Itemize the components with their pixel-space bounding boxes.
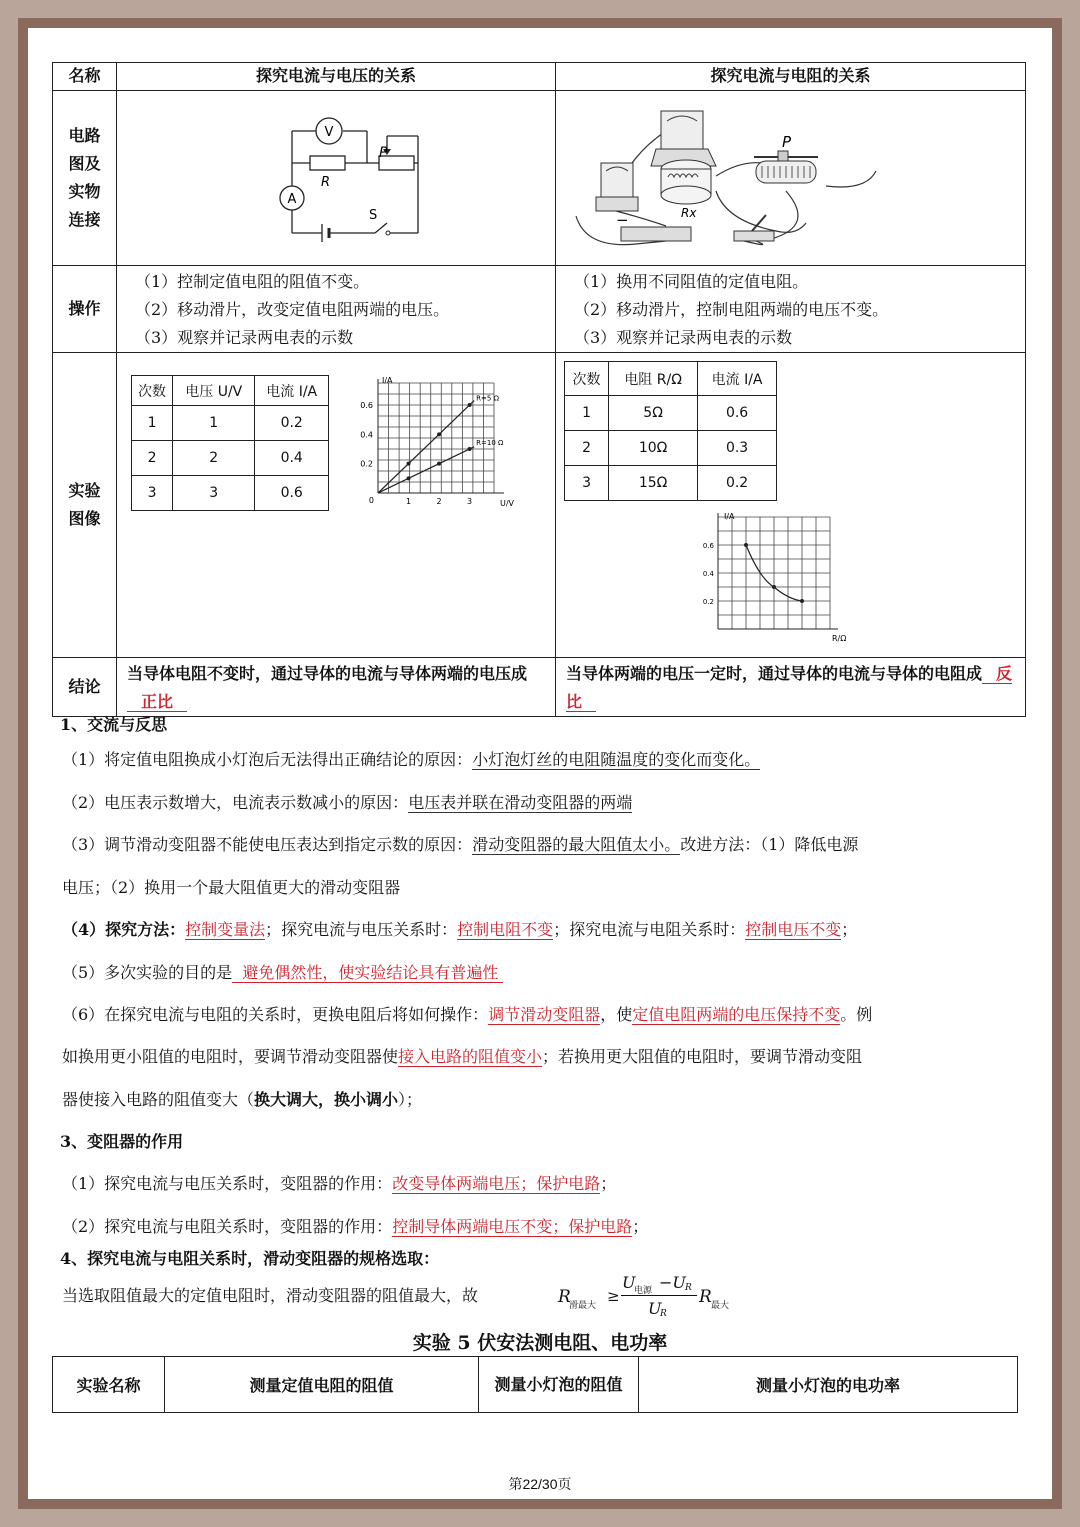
battery-device (621, 227, 691, 241)
note-answer: 定值电阻两端的电压保持不变 (632, 1005, 841, 1024)
note-text: ；探究电流与电压关系时： (265, 920, 458, 939)
note-text: （2）电压表示数增大，电流表示数减小的原因： (62, 793, 409, 812)
ops1-line: （2）移动滑片，改变定值电阻两端的电压。 (135, 300, 450, 319)
series-label: R=5 Ω (476, 394, 499, 403)
note-6 (62, 1005, 872, 1025)
y-tick-label: 0.6 (702, 542, 714, 550)
voltmeter-label: V (324, 125, 334, 140)
data-point (407, 476, 411, 480)
formula-sub: 滑最大 (569, 1301, 597, 1311)
data-point (468, 403, 472, 407)
chart-current-vs-voltage (352, 371, 542, 511)
note-answer: 避免偶然性，使实验结论具有普遍性 (232, 963, 504, 982)
note-text: （4）探究方法： (62, 920, 186, 939)
header-col2: 探究电流与电阻的关系 (556, 63, 1026, 91)
table-cell: 0.6 (698, 396, 777, 431)
table-cell: 2 (565, 431, 609, 466)
conclusion2-text: 当导体两端的电压一定时，通过导体的电流与导体的电阻成 (566, 664, 983, 683)
apparatus-minus-label: − (616, 211, 629, 229)
exp5-col-text: 测量小灯泡的阻值 (494, 1374, 623, 1394)
note-text: （5）多次实验的目的是 (62, 963, 233, 982)
series-line (378, 401, 474, 493)
data-point (437, 432, 441, 436)
ops1-line: （1）控制定值电阻的阻值不变。 (135, 272, 370, 291)
apparatus-rx-label: Rx (681, 206, 697, 220)
table-cell: 1 (173, 406, 255, 441)
ops1-line: （3）观察并记录两电表的示数 (135, 328, 354, 347)
note-text: ；探究电流与电阻关系时： (553, 920, 746, 939)
note-answer: 控制导体两端电压不变；保护电路 (392, 1217, 633, 1236)
circuit-row-label-text: 电路图及实物连接 (68, 126, 101, 229)
note-answer: 小灯泡灯丝的电阻随温度的变化而变化。 (472, 750, 761, 769)
apparatus-illustration (556, 91, 1026, 261)
ops-row-label: 操作 (53, 266, 117, 353)
circuit-row-label (53, 91, 117, 266)
note-text: 。例 (840, 1005, 873, 1024)
page-number: 第22/30页 (508, 1476, 572, 1492)
table-cell: 1 (132, 406, 173, 441)
table-cell: 15Ω (609, 466, 698, 501)
formula-minus-ur: −U (659, 1273, 686, 1292)
table-cell: 0.6 (255, 476, 329, 511)
data-table-1 (131, 375, 329, 511)
table-cell: 3 (173, 476, 255, 511)
image-cell-2 (556, 353, 1026, 658)
table-cell: 0.2 (698, 466, 777, 501)
experiment5-table (52, 1356, 1018, 1413)
x-tick-label: 2 (436, 497, 442, 506)
ops-col2 (556, 266, 1026, 353)
note-text: ；若换用更大阻值的电阻时，要调节滑动变阻 (542, 1047, 863, 1066)
note-text: （2）探究电流与电阻关系时，变阻器的作用： (62, 1217, 393, 1236)
y-tick-label: 0.2 (702, 598, 714, 606)
section4-title: 4、探究电流与电阻关系时，滑动变阻器的规格选取： (60, 1249, 440, 1268)
conclusion-row-label: 结论 (53, 658, 117, 717)
resistor-label: R (321, 175, 331, 190)
data-point (407, 462, 411, 466)
note-answer: 滑动变阻器的最大阻值太小。 (472, 835, 681, 854)
apparatus-cell (556, 91, 1026, 266)
data-point (468, 447, 472, 451)
y-tick-label: 0.2 (360, 459, 373, 469)
note-answer: 换大调大，换小调小 (254, 1090, 399, 1109)
series-label: R=10 Ω (476, 438, 504, 447)
experiment5-title: 实验 5 伏安法测电阻、电功率 (412, 1332, 668, 1354)
table-cell: 0.2 (255, 406, 329, 441)
y-axis-label: I/A (382, 376, 393, 385)
note-answer: 电压表并联在滑动变阻器的两端 (408, 793, 633, 812)
x-axis-label: R/Ω (832, 634, 847, 643)
voltmeter-device (661, 111, 703, 151)
experiment-table (52, 62, 1026, 717)
data-point (772, 585, 776, 589)
header-name-label: 名称 (53, 63, 117, 91)
formula-sub: R (685, 1283, 692, 1293)
table2-header: 电流 I/A (698, 362, 777, 396)
image-row-label (53, 353, 117, 658)
conclusion1-text: 当导体电阻不变时，通过导体的电流与导体两端的电压成 (127, 664, 528, 683)
y-axis-label: I/A (724, 512, 735, 521)
note-answer: 改变导体两端电压；保护电路 (392, 1174, 601, 1193)
note-answer: 控制电阻不变 (457, 920, 554, 939)
formula-sub: R (660, 1309, 667, 1319)
switch-label: S (369, 208, 378, 223)
note-text: （1）探究电流与电压关系时，变阻器的作用： (62, 1174, 393, 1193)
table-cell: 3 (565, 466, 609, 501)
note-text: ； (632, 1217, 649, 1236)
exp5-col: 实验名称 (53, 1357, 165, 1413)
note-2 (62, 793, 632, 813)
note-text: ，使 (600, 1005, 633, 1024)
origin-label: 0 (368, 496, 374, 505)
table-cell: 2 (173, 441, 255, 476)
data-point (437, 462, 441, 466)
note-text: ； (600, 1174, 617, 1193)
note-6-line3 (62, 1090, 422, 1110)
note-answer: 接入电路的阻值变小 (398, 1047, 543, 1066)
ops2-line: （3）观察并记录两电表的示数 (574, 328, 793, 347)
formula-ge: ≥ (607, 1287, 620, 1305)
rheostat-role-1 (62, 1174, 616, 1194)
image-cell-1 (117, 353, 556, 658)
conclusion2-answer: 反比 (566, 664, 1013, 711)
data-point (800, 599, 804, 603)
table-cell: 5Ω (609, 396, 698, 431)
note-text: （1）将定值电阻换成小灯泡后无法得出正确结论的原因： (62, 750, 473, 769)
note-text: 如换用更小阻值的电阻时，要调节滑动变阻器使 (62, 1047, 399, 1066)
image-row-label-text: 实验图像 (68, 481, 101, 528)
ammeter-device (601, 163, 633, 201)
rheostat-device (754, 151, 818, 183)
y-tick-label: 0.6 (360, 401, 373, 410)
note-text: 器使接入电路的阻值变大（ (62, 1090, 255, 1109)
exp5-col: 测量小灯泡的电功率 (639, 1357, 1018, 1413)
data-table-2 (564, 361, 777, 501)
note-text: （6）在探究电流与电阻的关系时，更换电阻后将如何操作： (62, 1005, 489, 1024)
y-tick-label: 0.4 (360, 430, 373, 440)
ops-col1 (117, 266, 556, 353)
table1-header: 电压 U/V (173, 376, 255, 406)
table-cell: 0.4 (255, 441, 329, 476)
table2-header: 次数 (565, 362, 609, 396)
note-text: ； (841, 920, 858, 939)
rheostat-formula (558, 1273, 768, 1323)
circuit-diagram (117, 91, 556, 261)
table-cell: 1 (565, 396, 609, 431)
formula-sub: 最大 (711, 1301, 730, 1311)
chart-current-vs-resistance (696, 509, 876, 649)
x-tick-label: 1 (405, 497, 412, 506)
circuit-diagram-cell (117, 91, 556, 266)
table1-header: 电流 I/A (255, 376, 329, 406)
note-answer: 控制电压不变 (745, 920, 842, 939)
table-cell: 3 (132, 476, 173, 511)
note-6-line2 (62, 1047, 862, 1067)
note-5 (62, 963, 503, 983)
header-col1: 探究电流与电压的关系 (117, 63, 556, 91)
formula-r: R (558, 1287, 571, 1307)
x-axis-label: U/V (500, 499, 515, 508)
data-point (744, 543, 748, 547)
table-cell: 10Ω (609, 431, 698, 466)
table1-header: 次数 (132, 376, 173, 406)
note-text: 改进方法：（1）降低电源 (680, 835, 859, 854)
note-answer: 调节滑动变阻器 (488, 1005, 601, 1024)
note-3 (62, 835, 858, 855)
ammeter-label: A (287, 192, 297, 207)
ops2-line: （1）换用不同阻值的定值电阻。 (574, 272, 809, 291)
table-cell: 0.3 (698, 431, 777, 466)
exp5-col (479, 1357, 639, 1413)
switch-device (734, 231, 774, 241)
apparatus-slider-label: P (782, 133, 792, 151)
document-page (28, 28, 1052, 1499)
ops2-line: （2）移动滑片，控制电阻两端的电压不变。 (574, 300, 889, 319)
note-text: ）； (398, 1090, 423, 1109)
formula-u: U (622, 1273, 636, 1292)
section1-title: 1、交流与反思 (60, 715, 168, 734)
fraction-bar (621, 1295, 697, 1296)
series-line (378, 447, 474, 493)
exp5-col: 测量定值电阻的阻值 (165, 1357, 479, 1413)
formula-u: U (648, 1299, 662, 1318)
rheostat-role-2 (62, 1217, 648, 1237)
slider-label: P (379, 145, 388, 161)
table2-header: 电阻 R/Ω (609, 362, 698, 396)
section3-title: 3、变阻器的作用 (60, 1132, 184, 1151)
note-3-line2: 电压；（2）换用一个最大阻值更大的滑动变阻器 (62, 878, 401, 897)
note-answer: 控制变量法 (185, 920, 266, 939)
y-tick-label: 0.4 (702, 570, 714, 578)
conclusion-col1 (117, 658, 556, 717)
conclusion-col2 (556, 658, 1026, 717)
x-tick-label: 3 (467, 497, 473, 506)
formula-sub: 电源 (634, 1286, 653, 1296)
conclusion1-answer: 正比 (127, 692, 187, 712)
formula-r: R (699, 1287, 712, 1307)
section4-text: 当选取阻值最大的定值电阻时，滑动变阻器的阻值最大，故 (62, 1286, 479, 1305)
note-1 (62, 750, 760, 770)
table-cell: 2 (132, 441, 173, 476)
note-text: （3）调节滑动变阻器不能使电压表达到指定示数的原因： (62, 835, 473, 854)
note-4 (62, 920, 857, 940)
